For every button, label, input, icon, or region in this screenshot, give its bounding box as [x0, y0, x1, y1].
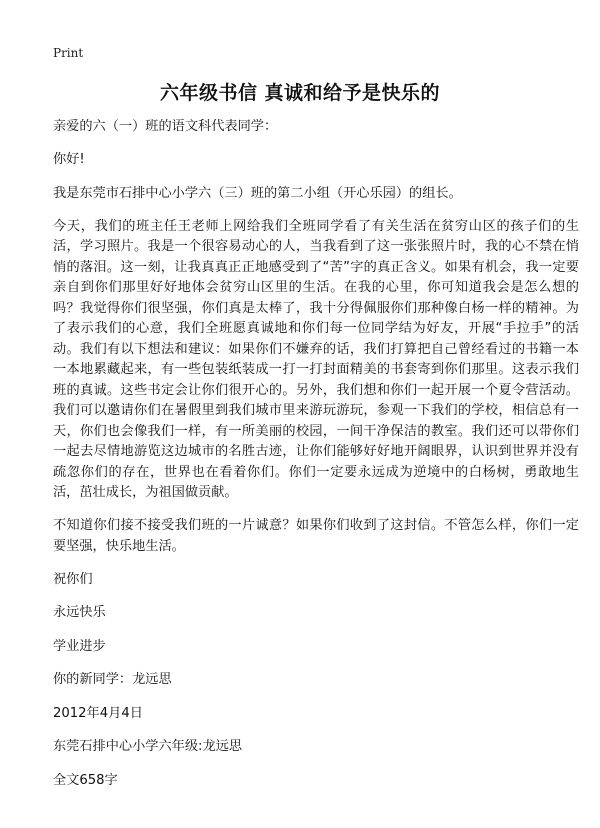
signature: 你的新同学：龙远思 [53, 672, 172, 687]
salutation: 亲爱的六（一）班的语文科代表同学： [53, 119, 278, 134]
wish-line-1: 祝你们 [53, 571, 93, 587]
document-title: 六年级书信 真诚和给予是快乐的 [159, 82, 441, 104]
wish-line-3: 学业进步 [53, 638, 106, 654]
word-count: 全文658字 [53, 772, 118, 788]
school-signature: 东莞石排中心小学六年级:龙远思 [53, 739, 243, 754]
date: 2012年4月4日 [53, 705, 143, 721]
greeting: 你好! [53, 152, 85, 167]
intro-paragraph: 我是东莞市石排中心小学六（三）班的第二小组（开心乐园）的组长。 [53, 185, 462, 201]
print-link[interactable]: Print [53, 46, 84, 60]
wish-line-2: 永远快乐 [53, 605, 106, 620]
closing-paragraph: 不知道你们接不接受我们班的一片诚意？如果你们收到了这封信。不管怎么样，你们一定要坚强，快乐地生活。 [53, 518, 579, 554]
body-paragraph: 今天，我们的班主任王老师上网给我们全班同学看了有关生活在贫穷山区的孩子们的生活，学习照片。我是一个很容易动心的人，当我看到了这一张张照片时，我的心不禁在悄悄的落泪。这一刻，让我真真正正地感受到了“苦”字的真正含义。如果有机会，我一定要亲自到你们那里好好地体会贫穷山区里的生活。在我的心里，你可知道我会是怎么想的吗？我觉得你们很坚强，你们真是太棒了，我十分得佩服你们那种像白杨一样的精神。为了表示我们的心意，我们全班愿真诚地和你们每一位同学结为好友，开展“手拉手”的活动。我们有以下想法和建议：如果你们不嫌弃的话，我们打算把自己曾经看过的书籍一本一本地累藏起来，有一些包装纸装成一打一打封面精美的书套寄到你们那里。这表示我们班的真诚。这些书定会让你们很开心的。另外，我们想和你们一起开展一个夏令营活动。我们可以邀请你们在暑假里到我们城市里来游玩游玩，参观一下我们的学校，相信总有一天，你们也会像我们一样，有一所美丽的校园，一间干净保洁的教室。我们还可以带你们一起去尽情地游览这边城市的名胜古迹，让你们能够好好地开阔眼界，认识到世界并没有疏忽你们的存在，世界也在看着你们。你们一定要永远成为逆境中的白杨树，勇敢地生活，茁壮成长，为祖国做贡献。 [53, 218, 579, 500]
letter-body [53, 117, 579, 804]
